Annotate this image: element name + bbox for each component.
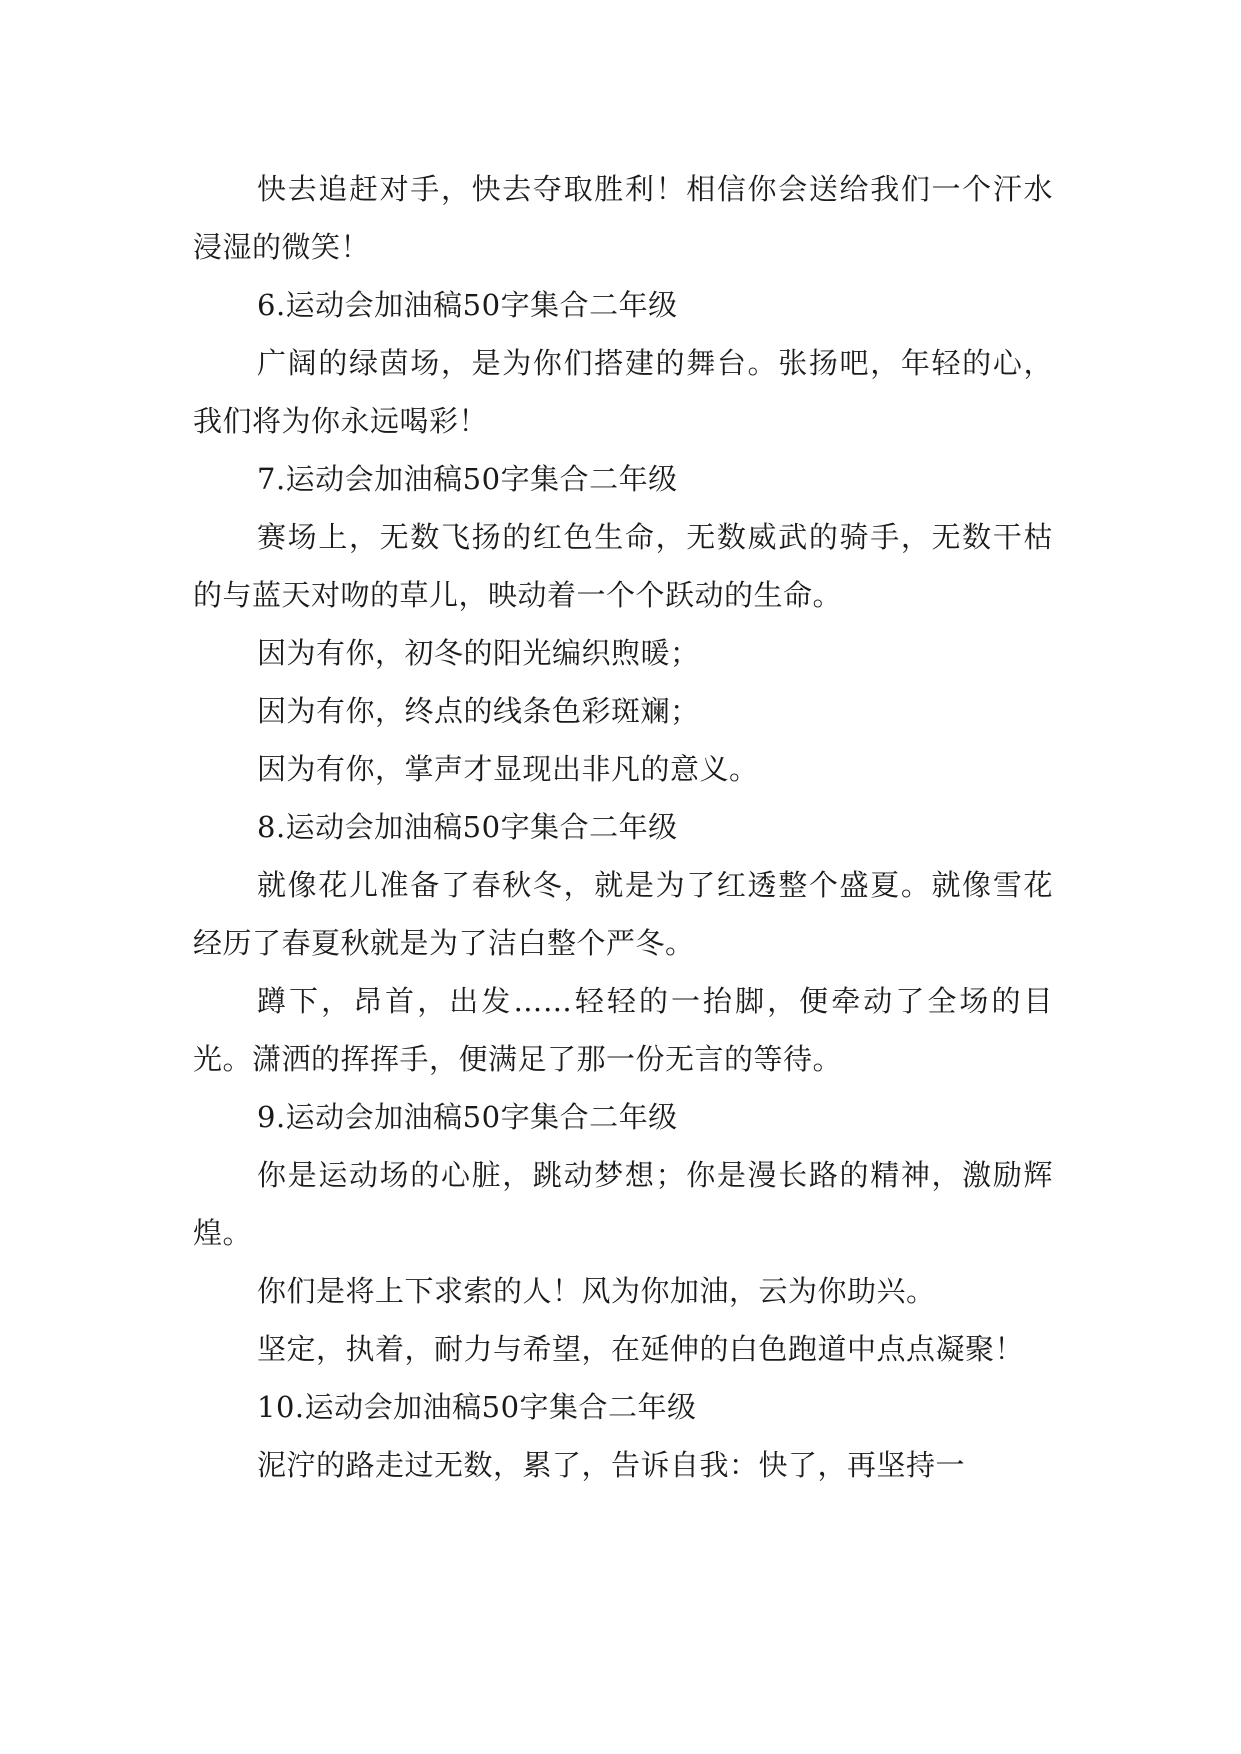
section-heading: 7.运动会加油稿50字集合二年级	[257, 462, 678, 496]
paragraph: 泥泞的路走过无数，累了，告诉自我：快了，再坚持一	[257, 1448, 966, 1482]
section-heading: 6.运动会加油稿50字集合二年级	[257, 288, 678, 322]
section-heading: 9.运动会加油稿50字集合二年级	[257, 1100, 678, 1134]
paragraph: 广阔的绿茵场，是为你们搭建的舞台。张扬吧，年轻的心，我们将为你永远喝彩！	[193, 346, 1053, 438]
paragraph: 你们是将上下求索的人！风为你加油，云为你助兴。	[257, 1274, 936, 1308]
paragraph: 就像花儿准备了春秋冬，就是为了红透整个盛夏。就像雪花经历了春夏秋就是为了洁白整个严冬。	[193, 868, 1053, 960]
paragraph: 快去追赶对手，快去夺取胜利！相信你会送给我们一个汗水浸湿的微笑！	[193, 172, 1053, 264]
paragraph: 因为有你，初冬的阳光编织煦暖；	[257, 636, 700, 670]
paragraph: 你是运动场的心脏，跳动梦想；你是漫长路的精神，激励辉煌。	[193, 1158, 1053, 1250]
paragraph: 蹲下，昂首，出发……轻轻的一抬脚，便牵动了全场的目光。潇洒的挥挥手，便满足了那一份无言的等待。	[193, 984, 1053, 1076]
paragraph: 坚定，执着，耐力与希望，在延伸的白色跑道中点点凝聚！	[257, 1332, 1025, 1366]
paragraph: 因为有你，终点的线条色彩斑斓；	[257, 694, 700, 728]
section-heading: 10.运动会加油稿50字集合二年级	[257, 1390, 697, 1424]
document-body	[193, 160, 1053, 1494]
paragraph: 因为有你，掌声才显现出非凡的意义。	[257, 752, 759, 786]
section-heading: 8.运动会加油稿50字集合二年级	[257, 810, 678, 844]
paragraph: 赛场上，无数飞扬的红色生命，无数威武的骑手，无数干枯的与蓝天对吻的草儿，映动着一个个跃动的生命。	[193, 520, 1053, 612]
